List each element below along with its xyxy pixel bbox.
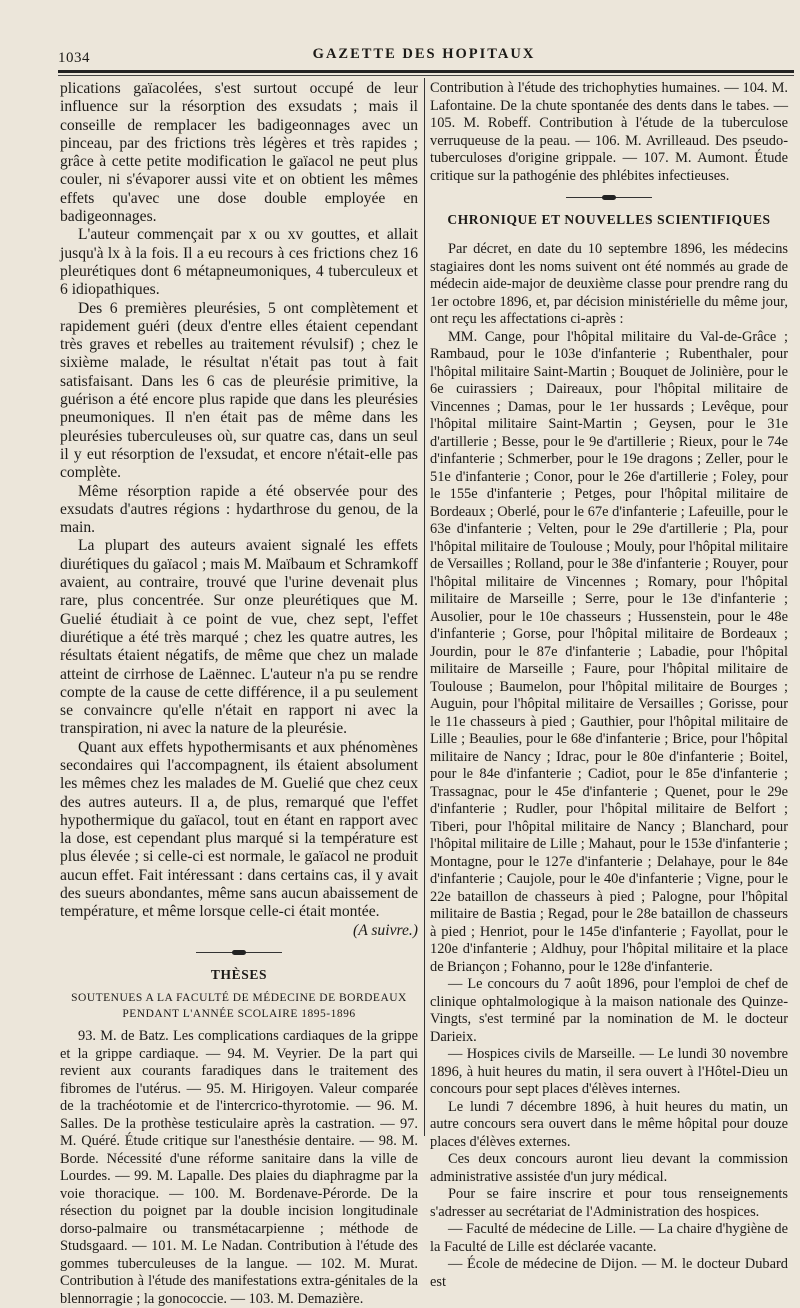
left-column <box>60 80 418 1308</box>
body-paragraph: Des 6 premières pleurésies, 5 ont complètement et rapidement guéri (deux d'entre elles étaient cependant très graves et rebelles au traitement révulsif) ; chez le sixième malade, le résultat n'était pas tout à fait satisfaisant. Dans les 6 cas de pleurésie primitive, la guérison a été encore plus rapide que dans les pleurésies pneumoniques. Il n'en était pas de même dans les pleurésies tuberculeuses où, sur quatre cas, dans un seul il y eut résorption de l'exsudat, et encore n'était-elle pas complète. <box>60 299 418 482</box>
body-paragraph: plications gaïacolées, s'est surtout occupé de leur influence sur la résorption des exsudats ; mais il conseille de remplacer les badigeonnages avec un pinceau, par des frictions très légères et très rapides ; grâce à cette petite modification le gaïacol ne peut plus couler, ni s'évaporer aussi vite et on obtient les mêmes effets qu'avec une dose double employée en badigeonnages. <box>60 80 418 226</box>
to-be-continued: (A suivre.) <box>353 921 418 939</box>
news-paragraph: Le lundi 7 décembre 1896, à huit heures du matin, un autre concours sera ouvert dans le même hôpital pour douze places d'élèves externes. <box>430 1098 788 1150</box>
body-paragraph: Quant aux effets hypothermisants et aux phénomènes secondaires qui l'accompagnent, ils étaient absolument les mêmes chez les malades de M. Guelié que chez ceux des autres auteurs. Il a, de plus, remarqué que l'effet hypothermique du gaïacol, tout en étant en rapport avec la dose, est cependant plus marqué si la température est plus élevée ; si celle-ci est normale, le gaïacol ne produit aucun effet. Fait intéressant : dans certains cas, il y avait des sueurs abondantes, même sans aucun abaissement de température, et même lorsque celle-ci était montée. <box>60 738 418 921</box>
body-paragraph: Même résorption rapide a été observée pour des exsudats d'autres régions : hydarthrose du genou, de la main. <box>60 482 418 537</box>
theses-title: THÈSES <box>210 966 268 982</box>
news-paragraph: — École de médecine de Dijon. — M. le docteur Dubard est <box>430 1256 788 1290</box>
theses-list: 93. M. de Batz. Les complications cardiaques de la grippe et la grippe cardiaque. — 94. M. Veyrier. De la part qui revient aux courants faradiques dans le traitement des fibromes de l'utérus. — 95. M. Hirigoyen. Valeur comparée de la trachéotomie et de l'intercrico-thyrotomie. — 96. M. Salles. De la prothèse testiculaire après la castration. — 97. M. Quéré. Étude critique sur l'anesthésie dentaire. — 98. M. Borde. Nécessité d'une réforme sanitaire dans la ville de Lourdes. — 99. M. Lapalle. Des plaies du diaphragme par la voie thoracique. — 100. M. Bordenave-Pérorde. De la résection du poignet par la double incision longitudinale dorso-palmaire ou transmétacarpienne ; méthode de Studsgaard. — 101. M. Le Nadan. Contribution à l'étude des gommes tuberculeuses de la langue. — 102. M. Murat. Contribution à l'étude des manifestations extra-génitales de la blennorragie ; la gonococcie. — 103. M. Demazière. <box>60 1028 418 1307</box>
journal-title: GAZETTE DES HOPITAUX <box>312 46 536 62</box>
news-paragraph: Pour se faire inscrire et pour tous renseignements s'adresser au secrétariat de l'Administration des hospices. <box>430 1186 788 1220</box>
theses-subtitle: SOUTENUES A LA FACULTÉ DE MÉDECINE DE BORDEAUX <box>71 992 407 1005</box>
chronique-title: CHRONIQUE ET NOUVELLES SCIENTIFIQUES <box>447 212 771 227</box>
header-rule-thick <box>58 70 794 73</box>
section-separator <box>566 194 652 202</box>
news-paragraph: — Le concours du 7 août 1896, pour l'emploi de chef de clinique ophtalmologique à la maison nationale des Quinze-Vingts, s'est terminé par la nomination de M. le docteur Darieix. <box>430 976 788 1045</box>
right-column <box>430 80 788 1291</box>
header-rule-thin <box>58 75 794 76</box>
body-paragraph: La plupart des auteurs avaient signalé les effets diurétiques du gaïacol ; mais M. Maïbaum et Schramkoff avaient, au contraire, trouvé que l'urine devenait plus rare, plus concentrée. Sur onze pleurétiques que M. Guelié étudiait à ce point de vue, chez sept, l'effet diurétique a été très marqué ; chez les quatre autres, les résultats étaient négatifs, de même que chez un malade atteint de cirrhose de Laënnec. L'auteur n'a pu se rendre compte de la cause de cette différence, il a pu seulement se convaincre qu'elle n'était en rapport ni avec la transpiration, ni avec la nature de la pleurésie. <box>60 537 418 738</box>
page-number: 1034 <box>58 50 90 66</box>
theses-subtitle: PENDANT L'ANNÉE SCOLAIRE 1895-1896 <box>122 1008 356 1021</box>
body-paragraph: L'auteur commençait par x ou xv gouttes, et allait jusqu'à lx à la fois. Il a eu recours à ces frictions chez 16 pleurétiques dont 6 métapneumoniques, 4 tuberculeux et 6 idiopathiques. <box>60 226 418 299</box>
news-paragraph: — Hospices civils de Marseille. — Le lundi 30 novembre 1896, à huit heures du matin, il sera ouvert à l'Hôtel-Dieu un concours pour sept places d'élèves internes. <box>430 1046 788 1098</box>
theses-list-continued: Contribution à l'étude des trichophyties humaines. — 104. M. Lafontaine. De la chute spontanée des dents dans le tabes. — 105. M. Robeff. Contribution à l'étude de la tuberculose verruqueuse de la peau. — 106. M. Avrilleaud. Des pseudo-tuberculoses d'origine grippale. — 107. M. Aumont. Étude critique sur la pathogénie des phlébites infectieuses. <box>430 80 788 184</box>
news-paragraph: Ces deux concours auront lieu devant la commission administrative assistée d'un jury médical. <box>430 1151 788 1185</box>
news-paragraph: Par décret, en date du 10 septembre 1896, les médecins stagiaires dont les noms suivent ont été nommés au grade de médecin aide-major de deuxième classe pour prendre rang du 1er octobre 1896, et, par décision ministérielle du même jour, ont reçu les affectations ci-après : <box>430 241 788 328</box>
news-paragraph: — Faculté de médecine de Lille. — La chaire d'hygiène de la Faculté de Lille est déclarée vacante. <box>430 1221 788 1255</box>
column-divider <box>424 78 425 1136</box>
news-paragraph: MM. Cange, pour l'hôpital militaire du Val-de-Grâce ; Rambaud, pour le 103e d'infanterie ; Rubenthaler, pour l'hôpital militaire Saint-Martin ; Bouquet de Jolinière, pour le 6e cuirassiers ; Daireaux, pour l'hôpital militaire de Vincennes ; Damas, pour le 1er hussards ; Levêque, pour l'hôpital militaire Saint-Martin ; Geysen, pour le 31e d'artillerie ; Besse, pour le 9e d'artillerie ; Rieux, pour le 74e d'infanterie ; Schmerber, pour le 19e dragons ; Zeller, pour le 51e d'infanterie ; Conor, pour le 26e d'artillerie ; Foley, pour le 155e d'infanterie ; Petges, pour l'hôpital militaire de Bordeaux ; Oberlé, pour le 67e d'infanterie ; Lafeuille, pour le 63e d'infanterie ; Velten, pour le 29e d'artillerie ; Pla, pour l'hôpital militaire de Toulouse ; Mouly, pour l'hôpital militaire de Versailles ; Rolland, pour le 38e d'infanterie ; Rouyer, pour l'hôpital militaire de Vincennes ; Romary, pour l'hôpital militaire de Marseille ; Serre, pour le 13e d'infanterie ; Ausolier, pour le 10e chasseurs ; Hussenstein, pour le 48e d'infanterie ; Gorse, pour l'hôpital militaire de Bordeaux ; Jourdin, pour le 87e d'infanterie ; Labadie, pour l'hôpital militaire de Marseille ; Faure, pour l'hôpital militaire de Toulouse ; Baumelon, pour l'hôpital militaire de Bourges ; Auguin, pour l'hôpital militaire de Versailles ; Gorisse, pour le 11e chasseurs à pied ; Gauthier, pour l'hôpital militaire de Lille ; Beaulies, pour le 68e d'infanterie ; Brice, pour l'hôpital militaire de Nancy ; Idrac, pour le 80e d'infanterie ; Boitel, pour le 84e d'infanterie ; Cadiot, pour le 85e d'infanterie ; Trassagnac, pour le 45e d'infanterie ; Quenet, pour le 29e d'infanterie ; Rudler, pour l'hôpital militaire de Belfort ; Tiberi, pour l'hôpital militaire de Nancy ; Blanchard, pour l'hôpital militaire de Lille ; Mahaut, pour le 153e d'infanterie ; Montagne, pour le 127e d'infanterie ; Delahaye, pour le 84e d'infanterie ; Caujole, pour le 40e d'infanterie ; Vigne, pour le 22e bataillon de chasseurs à pied ; Palogne, pour l'hôpital militaire de Bastia ; Regad, pour le 28e bataillon de chasseurs à pied ; Henriot, pour le 145e d'infanterie ; Fayollat, pour le 120e d'infanterie ; Aldhuy, pour l'hôpital militaire et la place de Briançon ; Fohanno, pour le 128e d'infanterie. <box>430 328 788 975</box>
section-separator <box>196 949 282 957</box>
page-header <box>58 44 790 68</box>
